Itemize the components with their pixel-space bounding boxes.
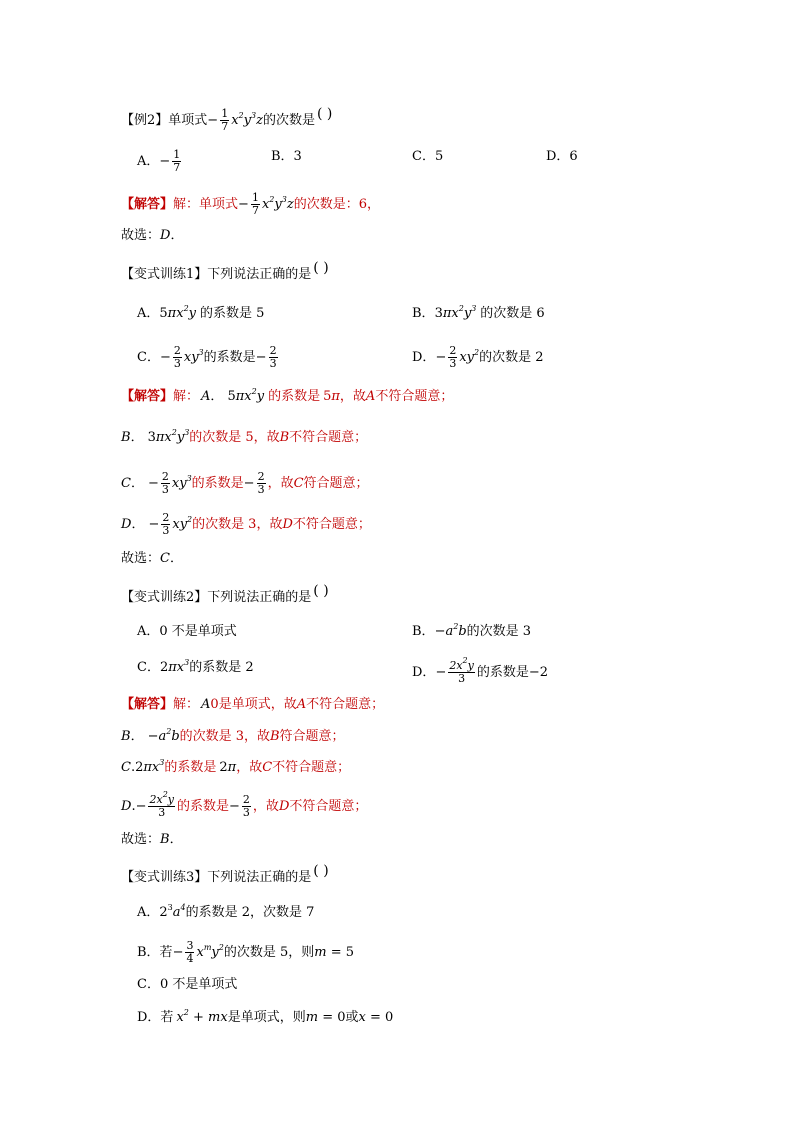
example-2-tail: 的次数是 [262, 112, 315, 128]
training-2-answer-a: 【解答】 解： A 0是单项式，故 A 不符合题意； [121, 697, 385, 712]
answer-b-end: 符合题意； [279, 729, 345, 744]
training-2-question [121, 583, 329, 606]
option-b-text: 的次数是 3 [466, 624, 532, 639]
training-1-title: 【变式训练1】下列说法正确的是 [121, 267, 312, 282]
training-3-option-b: B．若 − $\frac{3}{4}$ $x^my^2$ 的次数是 5，则 m = 5 [137, 939, 355, 965]
option-d-text: 的系数是 [476, 664, 529, 680]
answer-label: 【解答】 [121, 196, 174, 212]
training-1-option-a: A． $5\pi x^2y$ 的系数是 5 [137, 304, 265, 321]
choice-label: 故选： [121, 551, 161, 566]
option-b-text: 的次数是 6 [480, 306, 545, 321]
example-2-option-b: B．3 [271, 149, 302, 164]
training-2-option-d: D． − $\frac{2x^2y}{3}$ 的系数是 −2 [412, 656, 549, 685]
answer-b-mid: 的次数是 [179, 729, 232, 744]
training-2-option-b: B． $-a^2b$ 的次数是 3 [412, 622, 532, 639]
option-b-prefix: B．若 [137, 944, 173, 960]
answer-a-mid: 的系数是 [268, 389, 321, 404]
answer-b-value: 5 [245, 430, 254, 445]
option-b-text: 的次数是 5，则 [223, 944, 315, 960]
answer-d-tail: ，故 [256, 516, 283, 532]
answer-label: 【解答】 [121, 389, 174, 404]
answer-c-mid: 的系数是 [191, 475, 244, 491]
training-2-option-a: A．0 不是单项式 [137, 624, 237, 639]
training-1-question [121, 260, 329, 283]
training-2-answer-d: D . − $\frac{2x^2y}{3}$ 的系数是 − $\frac{2}{3}$ ，故 D 不符合题意； [121, 790, 368, 819]
answer-paren: ( ) [313, 260, 329, 276]
answer-b-mid: 的次数是 [189, 430, 242, 445]
answer-tail: 的次数是：6， [293, 196, 380, 212]
option-a-value: − $\frac{1}{7}$ [159, 148, 181, 174]
training-1-answer-b: B ． $3\pi x^2y^3$ 的次数是 5 ，故 B 不符合题意； [121, 428, 368, 445]
choice-dot: ． [169, 832, 183, 847]
choice-letter: B [160, 832, 170, 847]
answer-text: 解： [173, 697, 200, 712]
answer-b-end: 不符合题意； [289, 430, 368, 445]
answer-text: 解： [173, 389, 200, 404]
training-1-option-d: D． − $\frac{2}{3}$ $xy^2$ 的次数是 2 [412, 344, 544, 370]
choice-letter: C [160, 551, 170, 566]
answer-c-mid: 的系数是 [164, 760, 217, 775]
answer-a-tail: ，故 [339, 389, 366, 404]
answer-a-end: 不符合题意； [375, 389, 454, 404]
training-2-title: 【变式训练2】下列说法正确的是 [121, 590, 312, 605]
example-2-monomial: − $\frac{1}{7}$ $x^2y^3z$ [207, 107, 263, 133]
answer-b-tail: ，故 [243, 729, 270, 744]
option-d-prefix: D．若 [137, 1010, 174, 1025]
training-1-answer-a: 【解答】 解： A ． $5\pi x^2y$ 的系数是 5π ，故 A 不符合题意； [121, 387, 454, 404]
training-2-answer-c: C . $2\pi x^3$ 的系数是 2π ，故 C 不符合题意； [121, 758, 351, 775]
answer-d-mid: 的系数是 [177, 798, 230, 814]
training-1-option-b: B． $3\pi x^2y^3$ 的次数是 6 [412, 304, 545, 321]
answer-paren: ( ) [316, 105, 333, 122]
answer-d-tail: ，故 [252, 798, 279, 814]
training-2-answer-b: B ． $-a^2b$ 的次数是 3 ，故 B 符合题意； [121, 727, 345, 744]
answer-paren: ( ) [313, 863, 329, 879]
training-1-answer-d: D ． − $\frac{2}{3}$ $xy^2$ 的次数是 3 ，故 D 不符合题意； [121, 511, 371, 537]
answer-d-value: 3 [248, 516, 257, 532]
answer-d-end: 不符合题意； [292, 516, 371, 532]
training-3-title: 【变式训练3】下列说法正确的是 [121, 870, 312, 885]
answer-b-tail: ，故 [253, 430, 280, 445]
answer-d-mid: 的次数是 [192, 516, 245, 532]
choice-label: 故选： [121, 228, 161, 243]
training-2-option-c: C． $2\pi x^3$ 的系数是 2 [137, 658, 254, 675]
answer-c-end: 不符合题意； [272, 760, 351, 775]
option-d-text: 是单项式，则 [227, 1010, 306, 1025]
answer-a-end: 不符合题意； [306, 697, 385, 712]
training-1-answer-c: C ． − $\frac{2}{3}$ $xy^3$ 的系数是 − $\frac{2}{3}$ ，故 C 符合题意； [121, 470, 369, 496]
option-a-text: 的系数是 2，次数是 7 [185, 905, 315, 920]
answer-monomial: − $\frac{1}{7}$ $x^2y^3z$ [238, 191, 294, 217]
option-d-text: 的次数是 2 [479, 349, 544, 365]
training-2-choice [121, 832, 183, 848]
training-1-option-c: C． − $\frac{2}{3}$ $xy^3$ 的系数是 − $\frac{2}{3}$ [137, 344, 277, 370]
training-3-question [121, 863, 329, 886]
answer-label: 【解答】 [121, 697, 174, 712]
answer-c-tail: ，故 [236, 760, 263, 775]
example-2-option-c: C．5 [412, 149, 444, 164]
answer-c-tail: ，故 [267, 475, 294, 491]
example-2-question [121, 105, 333, 133]
training-3-option-a: A． $2^3a^4$ 的系数是 2，次数是 7 [137, 903, 315, 920]
example-2-answer [121, 192, 380, 217]
option-c-text: 的系数是 2 [189, 660, 254, 675]
answer-text: 解：单项式 [173, 196, 239, 212]
choice-label: 故选： [121, 832, 161, 847]
training-3-option-c: C．0 不是单项式 [137, 977, 238, 992]
example-2-option-d: D．6 [546, 149, 578, 164]
choice-dot: ． [170, 228, 184, 243]
option-a-text: 的系数是 5 [200, 306, 265, 321]
option-c-text: 的系数是 [203, 349, 256, 365]
example-2-choice [121, 228, 183, 244]
choice-dot: ． [169, 551, 183, 566]
answer-c-end: 符合题意； [303, 475, 369, 491]
option-d-or: 或 [345, 1010, 359, 1025]
example-2-title: 【例2】单项式 [121, 112, 208, 128]
option-a-label: A． [137, 153, 160, 169]
answer-a-mid: 0是单项式，故 [210, 697, 297, 712]
training-1-choice [121, 551, 183, 567]
answer-b-value: 3 [235, 729, 244, 744]
example-2-option-a [137, 149, 183, 174]
training-3-option-d: D．若 $x^2$ + mx 是单项式，则 m = 0 或 x = 0 [137, 1008, 394, 1025]
answer-paren: ( ) [313, 583, 329, 599]
choice-letter: D [160, 228, 171, 243]
answer-d-end: 不符合题意； [289, 798, 368, 814]
